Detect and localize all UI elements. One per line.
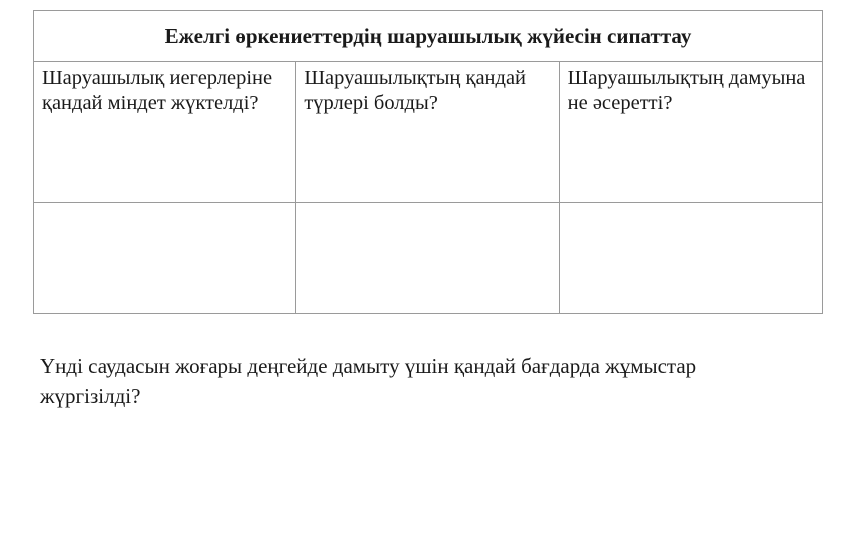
question-cell-3: Шаруашылықтың дамуына не әсеретті?: [559, 62, 822, 203]
table-title-row: [34, 11, 823, 62]
questions-row: [34, 62, 823, 203]
question-cell-2: Шаруашылықтың қандай түрлері болды?: [296, 62, 559, 203]
question-cell-1: Шаруашылық иегерлеріне қандай міндет жүктелді?: [34, 62, 296, 203]
bottom-question: Үнді саудасын жоғары деңгейде дамыту үшін қандай бағдарда жұмыстар жүргізілді?: [40, 354, 697, 408]
answers-row: [34, 203, 823, 314]
answer-cell-2: [296, 203, 559, 314]
answer-cell-3: [559, 203, 822, 314]
answer-cell-1: [34, 203, 296, 314]
worksheet-table: [33, 10, 823, 314]
table-title: Ежелгі өркениеттердің шаруашылық жүйесін сипаттау: [34, 11, 823, 62]
